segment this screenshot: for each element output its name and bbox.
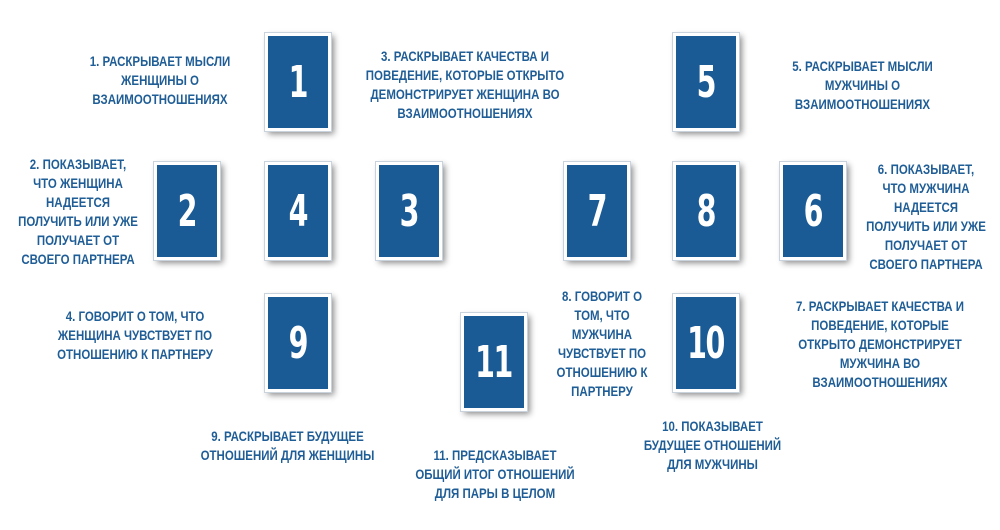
card-number: 10: [687, 317, 725, 369]
card-10: [673, 294, 739, 392]
card-1: [265, 33, 331, 131]
card-number: 7: [587, 185, 607, 237]
card-6: [780, 162, 846, 260]
card-7: [564, 162, 630, 260]
label-2: 2. ПОКАЗЫВАЕТ, ЧТО ЖЕНЩИНА НАДЕЕТСЯ ПОЛУЧИТЬ ИЛИ УЖЕ ПОЛУЧАЕТ ОТ СВОЕГО ПАРТНЕРА: [18, 156, 138, 267]
card-9: [265, 294, 331, 392]
label-6: 6. ПОКАЗЫВАЕТ, ЧТО МУЖЧИНА НАДЕЕТСЯ ПОЛУЧИТЬ ИЛИ УЖЕ ПОЛУЧАЕТ ОТ СВОЕГО ПАРТНЕРА: [866, 161, 986, 272]
card-11: [461, 313, 527, 411]
card-number: 4: [288, 185, 308, 237]
card-number: 9: [288, 317, 308, 369]
label-8: 8. ГОВОРИТ О ТОМ, ЧТО МУЖЧИНА ЧУВСТВУЕТ ПО ОТНОШЕНИЮ К ПАРТНЕРУ: [556, 288, 648, 399]
card-4: [265, 162, 331, 260]
card-number: 6: [803, 185, 823, 237]
label-1: 1. РАСКРЫВАЕТ МЫСЛИ ЖЕНЩИНЫ О ВЗАИМООТНОШЕНИЯХ: [89, 53, 231, 107]
card-number: 1: [288, 56, 308, 108]
card-number: 2: [177, 185, 197, 237]
card-2: [154, 162, 220, 260]
card-8: [673, 162, 739, 260]
label-4: 4. ГОВОРИТ О ТОМ, ЧТО ЖЕНЩИНА ЧУВСТВУЕТ ПО ОТНОШЕНИЮ К ПАРТНЕРУ: [57, 308, 213, 362]
card-number: 5: [696, 56, 716, 108]
label-11: 11. ПРЕДСКАЗЫВАЕТ ОБЩИЙ ИТОГ ОТНОШЕНИЙ ДЛЯ ПАРЫ В ЦЕЛОМ: [415, 447, 575, 501]
card-3: [376, 162, 442, 260]
card-number: 8: [696, 185, 716, 237]
card-number: 11: [475, 336, 513, 388]
label-3: 3. РАСКРЫВАЕТ КАЧЕСТВА И ПОВЕДЕНИЕ, КОТОРЫЕ ОТКРЫТО ДЕМОНСТРИРУЕТ ЖЕНЩИНА ВО ВЗАИМООТНОШЕНИЯХ: [365, 48, 565, 121]
card-5: [673, 33, 739, 131]
card-number: 3: [399, 185, 419, 237]
label-10: 10. ПОКАЗЫВАЕТ БУДУЩЕЕ ОТНОШЕНИЙ ДЛЯ МУЖЧИНЫ: [643, 418, 782, 472]
label-9: 9. РАСКРЫВАЕТ БУДУЩЕЕ ОТНОШЕНИЙ ДЛЯ ЖЕНЩИНЫ: [200, 428, 375, 463]
label-5: 5. РАСКРЫВАЕТ МЫСЛИ МУЖЧИНЫ О ВЗАИМООТНОШЕНИЯХ: [792, 58, 933, 112]
label-7: 7. РАСКРЫВАЕТ КАЧЕСТВА И ПОВЕДЕНИЕ, КОТОРЫЕ ОТКРЫТО ДЕМОНСТРИРУЕТ МУЖЧИНА ВО ВЗАИМООТНОШЕНИЯХ: [795, 298, 965, 390]
